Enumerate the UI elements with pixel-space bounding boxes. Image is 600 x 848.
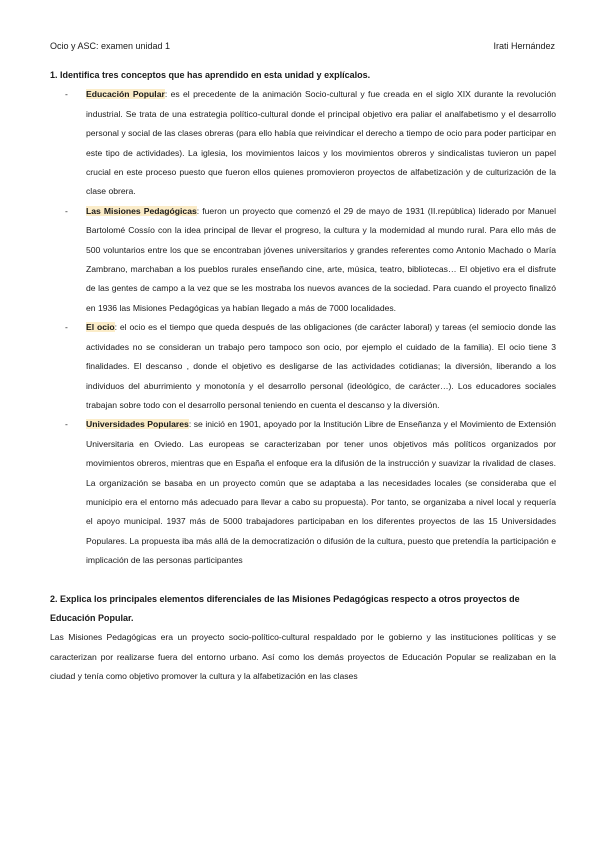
question-2-title: 2. Explica los principales elementos diferenciales de las Misiones Pedagógicas respecto a otros proyectos de Educación Popular.	[50, 593, 520, 623]
list-item-el-ocio	[50, 318, 556, 415]
term-universidades-populares: Universidades Populares	[86, 419, 189, 430]
bullet-dash: -	[65, 89, 68, 100]
question-1-title: 1. Identifica tres conceptos que has aprendido en esta unidad y explícalos.	[50, 70, 371, 80]
header-author-name: Irati Hernández	[493, 41, 555, 51]
definition-misiones-pedagogicas: : fueron un proyecto que comenzó el 29 de mayo de 1931 (II.república) liderado por Manuel Bartolomé Cossío con la idea principal de llevar el progreso, la cultura y la modernidad al mundo rural. Para ello más de 500 voluntarios entre los que se encontraban jóvenes universitarios y grandes referentes como Antonio Machado o María Zambrano, marchaban a los pueblos rurales enseñando cine, arte, música, teatro, bibliotecas… El objetivo era el disfrute de las gentes de campo a la vez que se les mostraba los nuevos avances de la sociedad. Para cuando el proyecto finalizó en 1936 las Misiones Pedagógicas ya habían llegado a más de 7000 localidades.	[86, 205, 556, 313]
document-body	[50, 66, 556, 687]
term-el-ocio: El ocio	[86, 322, 115, 333]
definition-universidades-populares: : se inició en 1901, apoyado por la Institución Libre de Enseñanza y el Movimiento de Extensión Universitaria en Oviedo. Las europeas se caracterizaban por tener unos objetivos más políticos organizados por movimientos obreros, mientras que en España el enfoque era la difusión de la instrucción y suavizar la rivalidad de clases. La organización se basaba en un proyecto común que se adaptaba a las necesidades locales (se consideraba que el municipio era el entorno más adecuado para llevar a cabo su propuesta). Por tanto, se organizaba a nivel local y requería el apoyo municipal. 1937 más de 5000 trabajadores participaban en los diferentes proyectos de las 15 Universidades Populares. La propuesta iba más allá de la democratización o difusión de la cultura, puesto que pretendía la participación e implicación de las personas participantes	[86, 419, 556, 566]
bullet-dash: -	[65, 419, 68, 430]
list-item-misiones-pedagogicas	[50, 202, 556, 318]
question-2-answer: Las Misiones Pedagógicas era un proyecto socio-político-cultural respaldado por le gobierno y las instituciones políticas y se caracterizan por realizarse fuera del entorno urbano. Así como los demás proyectos de Educación Popular se realizaban en la ciudad y tenía como objetivo promover la cultura y la alfabetización en las clases	[50, 632, 556, 682]
list-item-educacion-popular	[50, 85, 556, 201]
header-course-title: Ocio y ASC: examen unidad 1	[50, 41, 171, 51]
bullet-dash: -	[65, 205, 68, 216]
list-item-universidades-populares	[50, 415, 556, 570]
bullet-dash: -	[65, 322, 68, 333]
term-misiones-pedagogicas: Las Misiones Pedagógicas	[86, 205, 197, 216]
term-educacion-popular: Educación Popular	[86, 89, 165, 100]
concepts-list	[50, 85, 556, 570]
definition-educacion-popular: : es el precedente de la animación Socio-cultural y fue creada en el siglo XIX durante la revolución industrial. Se trata de una estrategia político-cultural donde el principal objetivo era paliar el analfabetismo y el desarrollo personal y social de las clases obreras (para ello había que reivindicar el derecho a tiempo de ocio para poder participar en este tipo de actividades). La iglesia, los movimientos laicos y los movimientos obreros y sindicalistas tuvieron un papel crucial en este proceso puesto que fueron ellos quienes promovieron proyectos de alfabetización y de culturización de la clase obrera.	[86, 89, 556, 197]
definition-el-ocio: : el ocio es el tiempo que queda después de las obligaciones (de carácter laboral) y tareas (el semiocio donde las actividades no se consideran un trabajo pero tampoco son ocio, por ejemplo el cuidado de la familia). El ocio tiene 3 finalidades. El descanso , donde el objetivo es desligarse de las actividades cotidianas; la diversión, liberando a los individuos del aburrimiento y monotonía y el desarrollo personal (ideológico, de carácter…). Los educadores sociales trabajan sobre todo con el desarrollo personal teniendo en cuenta el descanso y la diversión.	[86, 322, 556, 410]
